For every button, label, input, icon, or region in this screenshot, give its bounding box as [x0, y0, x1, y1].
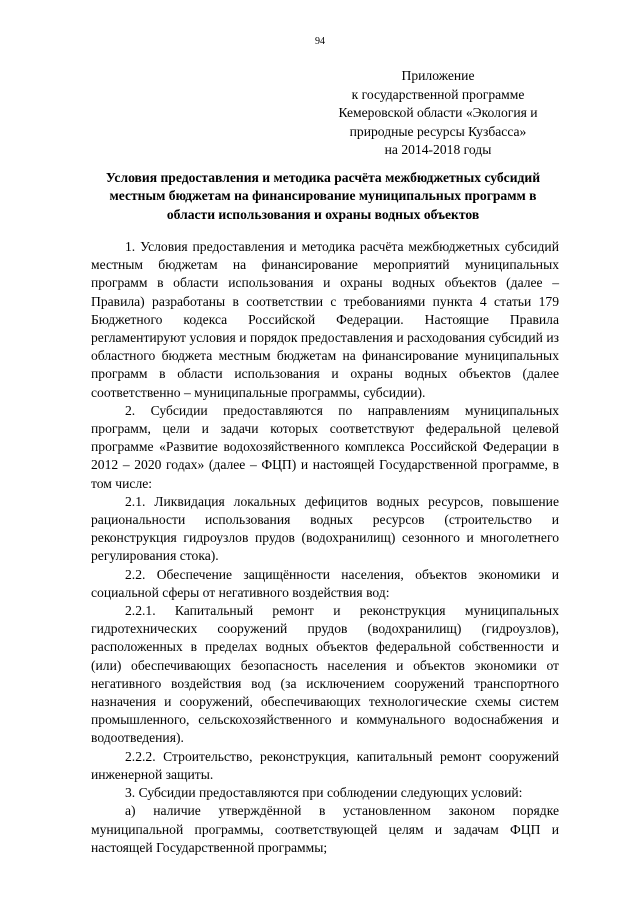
appendix-line: природные ресурсы Кузбасса» — [349, 123, 527, 139]
document-title — [88, 169, 558, 224]
paragraph-2-2: 2.2. Обеспечение защищённости населения, объектов экономики и социальной сферы от негативного воздействия вод: — [91, 566, 559, 600]
appendix-line: на 2014-2018 годы — [384, 142, 492, 157]
title-line: местным бюджетам на финансирование муниципальных программ в — [109, 188, 537, 204]
paragraph-2: 2. Субсидии предоставляются по направлениям муниципальных программ, цели и задачи которых соответствуют федеральной целевой программе «Развитие водохозяйственного комплекса Российской Федерации в 2012 – 2020 годах» (далее – ФЦП) и настоящей Государственной программе, в том числе: — [91, 402, 559, 491]
document-body — [91, 238, 559, 857]
paragraph-3: 3. Субсидии предоставляются при соблюдении следующих условий: — [125, 785, 523, 801]
paragraph-2-2-1: 2.2.1. Капитальный ремонт и реконструкция муниципальных гидротехнических сооружений прудов (водохранилищ) (гидроузлов), расположенных в пределах водных объектов федеральной собственности и (или) обеспечивающих безопасность населения и объектов экономики от негативного воздействия вод (за исключением сооружений транспортного назначения и сооружений, обеспечивающих технологические схемы систем промышленного, сельскохозяйственного и коммунального водоснабжения и водоотведения). — [91, 603, 559, 746]
paragraph-2-1: 2.1. Ликвидация локальных дефицитов водных ресурсов, повышение рациональности использования водных ресурсов (строительство и реконструкция гидроузлов прудов (водохранилищ) сезонного и многолетнего регулирования стока). — [91, 493, 559, 564]
appendix-line: Кемеровской области «Экология и — [338, 105, 538, 120]
appendix-line: к государственной программе — [351, 86, 525, 102]
appendix-line: Приложение — [401, 68, 475, 83]
page-number: 94 — [315, 36, 325, 47]
paragraph-1: 1. Условия предоставления и методика расчёта межбюджетных субсидий местным бюджетам на финансирование мероприятий муниципальных программ в области использования и охраны водных объектов (далее – Правила) разработаны в соответствии с требованиями пункта 4 статьи 179 Бюджетного кодекса Российской Федерации. Настоящие Правила регламентируют условия и порядок предоставления и расходования субсидий из областного бюджета местным бюджетам на финансирование муниципальных программ в области использования и охраны водных объектов (далее соответственно – муниципальные программы, субсидии). — [91, 239, 559, 400]
title-line: Условия предоставления и методика расчёта межбюджетных субсидий — [105, 170, 541, 185]
appendix-header — [320, 67, 556, 160]
paragraph-2-2-2: 2.2.2. Строительство, реконструкция, капитальный ремонт сооружений инженерной защиты. — [91, 748, 559, 782]
paragraph-3-a: а) наличие утверждённой в установленном законом порядке муниципальной программы, соответствующей целям и задачам ФЦП и настоящей Государственной программы; — [91, 803, 559, 855]
title-line: области использования и охраны водных объектов — [166, 206, 480, 222]
